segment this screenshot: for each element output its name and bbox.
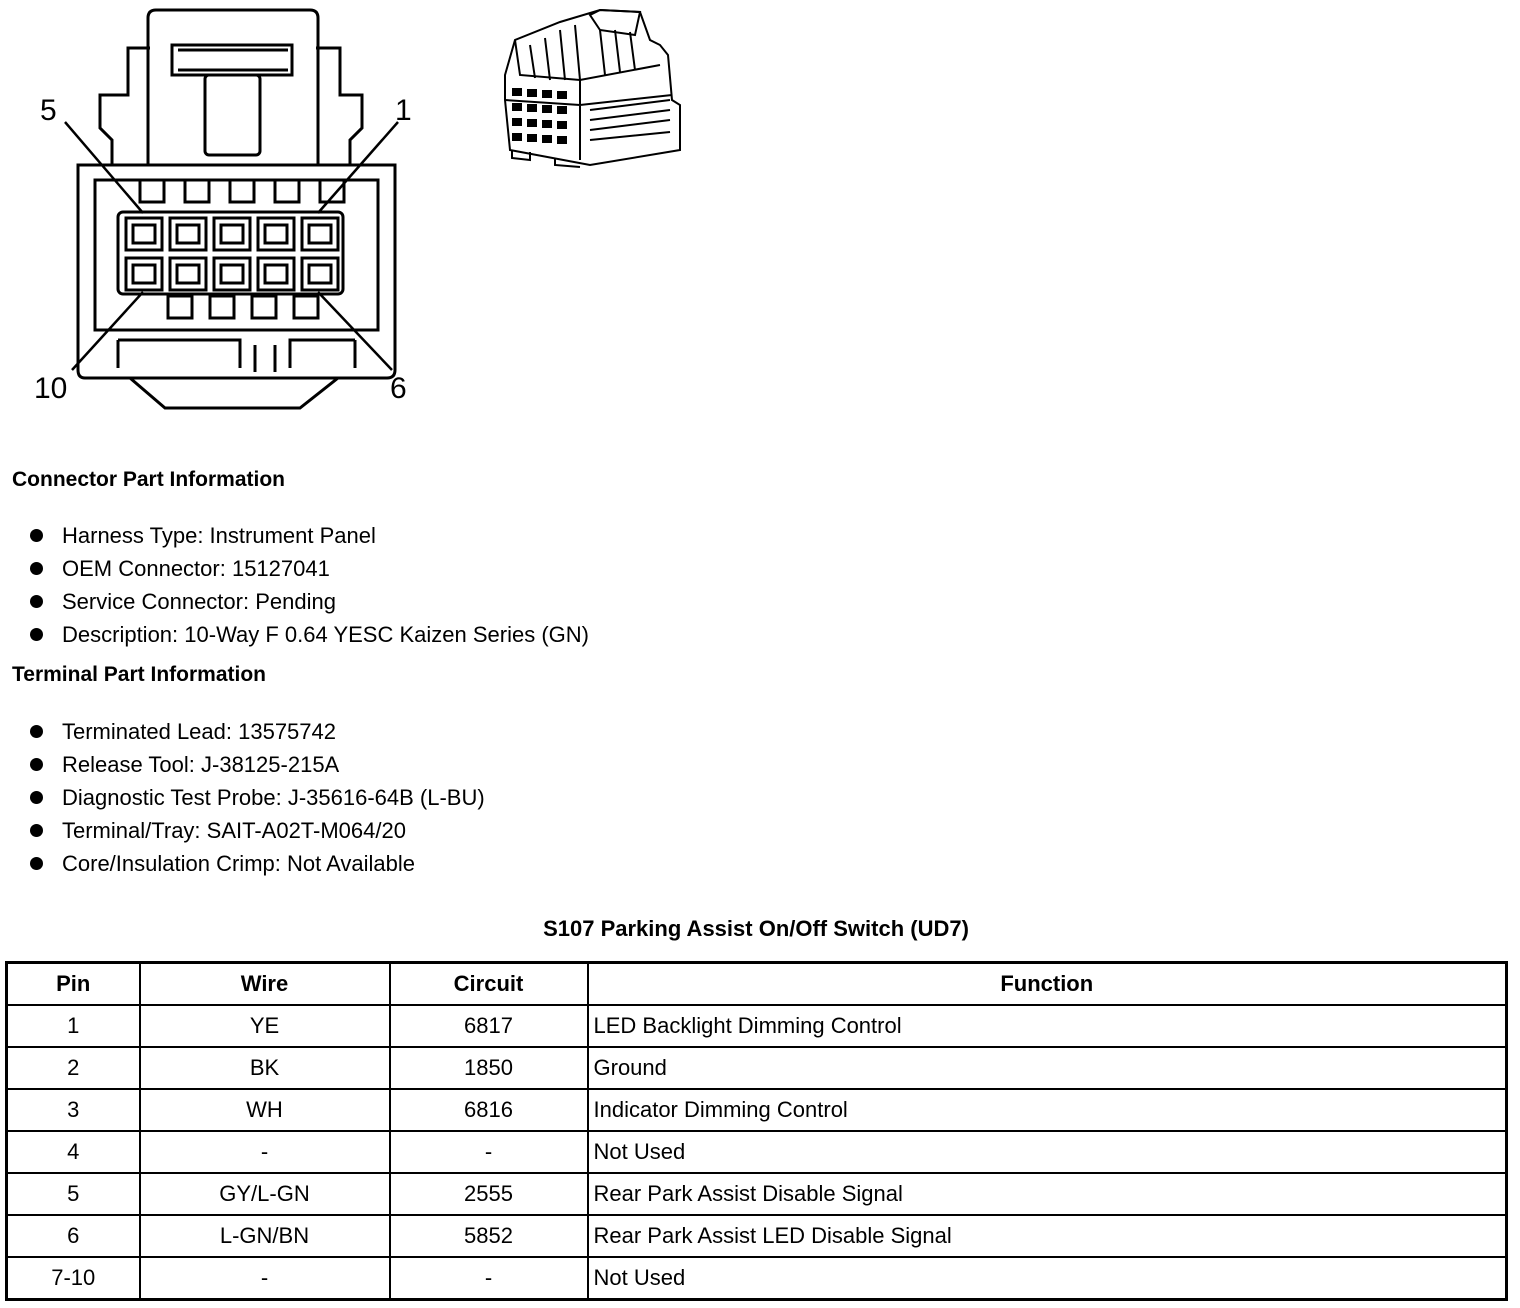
cell-pin: 2	[7, 1047, 140, 1089]
table-row	[7, 1047, 1507, 1089]
cell-function: LED Backlight Dimming Control	[588, 1005, 1507, 1047]
cell-wire: -	[140, 1257, 390, 1300]
cell-function: Not Used	[588, 1131, 1507, 1173]
cell-wire: -	[140, 1131, 390, 1173]
cell-circuit: 6816	[390, 1089, 588, 1131]
table-row	[7, 1257, 1507, 1300]
cell-wire: L-GN/BN	[140, 1215, 390, 1257]
cell-function: Rear Park Assist LED Disable Signal	[588, 1215, 1507, 1257]
header-pin: Pin	[7, 963, 140, 1006]
header-circuit: Circuit	[390, 963, 588, 1006]
cell-pin: 3	[7, 1089, 140, 1131]
cell-pin: 7-10	[7, 1257, 140, 1300]
list-item: Terminal/Tray: SAIT-A02T-M064/20	[30, 814, 485, 847]
cell-circuit: 2555	[390, 1173, 588, 1215]
connector-3d-illustration	[505, 10, 680, 167]
pinout-table	[5, 961, 1508, 1301]
cell-circuit: -	[390, 1131, 588, 1173]
table-title: S107 Parking Assist On/Off Switch (UD7)	[543, 916, 969, 941]
cell-function: Indicator Dimming Control	[588, 1089, 1507, 1131]
cell-pin: 6	[7, 1215, 140, 1257]
list-item: Harness Type: Instrument Panel	[30, 519, 589, 552]
list-item: Release Tool: J-38125-215A	[30, 748, 485, 781]
table-row	[7, 1005, 1507, 1047]
cell-wire: BK	[140, 1047, 390, 1089]
cell-function: Rear Park Assist Disable Signal	[588, 1173, 1507, 1215]
terminal-cavities	[126, 218, 338, 290]
list-item: Service Connector: Pending	[30, 585, 589, 618]
list-item: Core/Insulation Crimp: Not Available	[30, 847, 485, 880]
cell-pin: 5	[7, 1173, 140, 1215]
cell-wire: YE	[140, 1005, 390, 1047]
cell-circuit: 6817	[390, 1005, 588, 1047]
cell-circuit: -	[390, 1257, 588, 1300]
list-item: Terminated Lead: 13575742	[30, 715, 485, 748]
list-item: OEM Connector: 15127041	[30, 552, 589, 585]
cell-function: Not Used	[588, 1257, 1507, 1300]
list-item: Description: 10-Way F 0.64 YESC Kaizen Series (GN)	[30, 618, 589, 651]
cell-wire: GY/L-GN	[140, 1173, 390, 1215]
pin-label-10: 10	[34, 372, 68, 405]
table-header-row	[7, 963, 1507, 1006]
table-row	[7, 1173, 1507, 1215]
connector-latch	[148, 10, 318, 165]
cell-circuit: 5852	[390, 1215, 588, 1257]
connector-section-title: Connector Part Information	[12, 468, 286, 491]
pin-label-5: 5	[40, 94, 57, 127]
table-row	[7, 1215, 1507, 1257]
cell-pin: 1	[7, 1005, 140, 1047]
leader-line-1	[318, 122, 398, 213]
terminal-info-list	[30, 715, 485, 880]
cell-pin: 4	[7, 1131, 140, 1173]
cell-wire: WH	[140, 1089, 390, 1131]
pin-label-6: 6	[390, 372, 407, 405]
connector-info-list	[30, 519, 589, 651]
table-row	[7, 1131, 1507, 1173]
list-item: Diagnostic Test Probe: J-35616-64B (L-BU)	[30, 781, 485, 814]
connector-base	[130, 378, 338, 408]
latch-tab	[205, 75, 260, 155]
pin-label-1: 1	[395, 94, 412, 127]
connector-diagram	[0, 0, 700, 430]
cell-function: Ground	[588, 1047, 1507, 1089]
table-row	[7, 1089, 1507, 1131]
terminal-section-title: Terminal Part Information	[12, 663, 266, 686]
cell-circuit: 1850	[390, 1047, 588, 1089]
header-function: Function	[588, 963, 1507, 1006]
header-wire: Wire	[140, 963, 390, 1006]
